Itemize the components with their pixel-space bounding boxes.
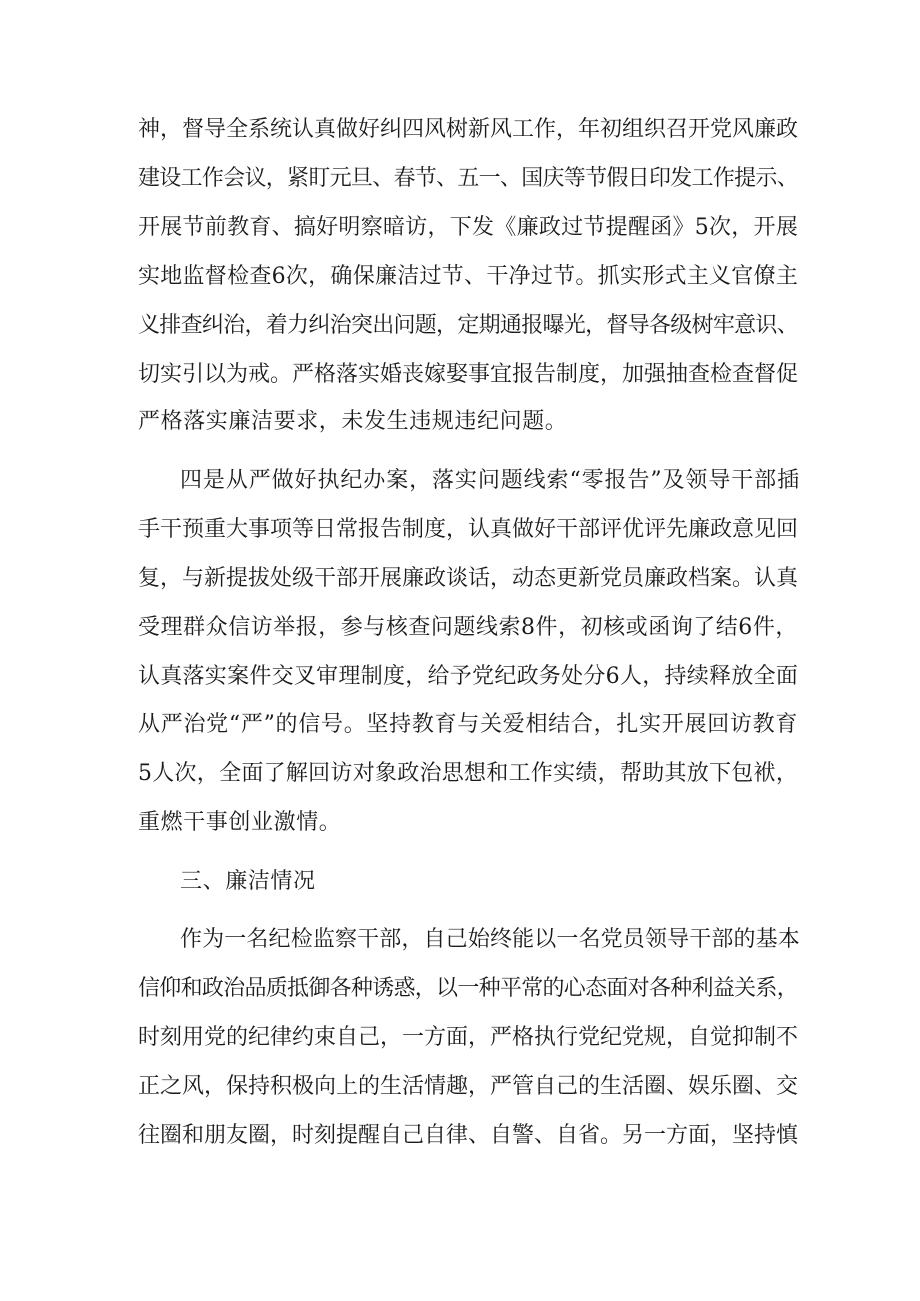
paragraph-line: 切实引以为戒。严格落实婚丧嫁娶事宜报告制度，加强抽查检查督促	[138, 362, 799, 387]
paragraph-line: 神，督导全系统认真做好纠四风树新风工作，年初组织召开党风廉政	[138, 117, 799, 142]
paragraph-line: 信仰和政治品质抵御各种诱惑，以一种平常的心态面对各种利益关系，	[138, 976, 798, 1001]
paragraph-line: 四是从严做好执纪办案，落实问题线索“零报告”及领导干部插	[180, 468, 800, 493]
paragraph-line: 受理群众信访举报，参与核查问题线索8件，初核或函询了结6件，	[138, 615, 798, 640]
paragraph-line: 作为一名纪检监察干部，自己始终能以一名党员领导干部的基本	[180, 927, 800, 952]
paragraph-line: 义排查纠治，着力纠治突出问题，定期通报曝光，督导各级树牢意识、	[138, 313, 798, 338]
paragraph-line: 从严治党“严”的信号。坚持教育与关爱相结合，扎实开展回访教育	[138, 712, 799, 737]
paragraph-line: 往圈和朋友圈，时刻提醒自己自律、自警、自省。另一方面，坚持慎	[138, 1123, 799, 1148]
section-heading: 三、廉洁情况	[180, 869, 316, 894]
paragraph-line: 重燃干事创业激情。	[138, 810, 342, 835]
paragraph-line: 时刻用党的纪律约束自己，一方面，严格执行党纪党规，自觉抑制不	[138, 1025, 799, 1050]
paragraph-line: 开展节前教育、搞好明察暗访，下发《廉政过节提醒函》5次，开展	[138, 215, 799, 240]
paragraph-line: 严格落实廉洁要求，未发生违规违纪问题。	[138, 409, 568, 434]
paragraph-line: 复，与新提拔处级干部开展廉政谈话，动态更新党员廉政档案。认真	[138, 566, 799, 591]
paragraph-line: 手干预重大事项等日常报告制度，认真做好干部评优评先廉政意见回	[138, 517, 799, 542]
paragraph-line: 实地监督检查6次，确保廉洁过节、干净过节。抓实形式主义官僚主	[138, 264, 799, 289]
paragraph-line: 5人次，全面了解回访对象政治思想和工作实绩，帮助其放下包袱，	[138, 761, 799, 786]
paragraph-line: 正之风，保持积极向上的生活情趣，严管自己的生活圈、娱乐圈、交	[138, 1074, 799, 1099]
paragraph-line: 建设工作会议，紧盯元旦、春节、五一、国庆等节假日印发工作提示、	[138, 166, 798, 191]
paragraph-line: 认真落实案件交叉审理制度，给予党纪政务处分6人，持续释放全面	[138, 664, 799, 689]
